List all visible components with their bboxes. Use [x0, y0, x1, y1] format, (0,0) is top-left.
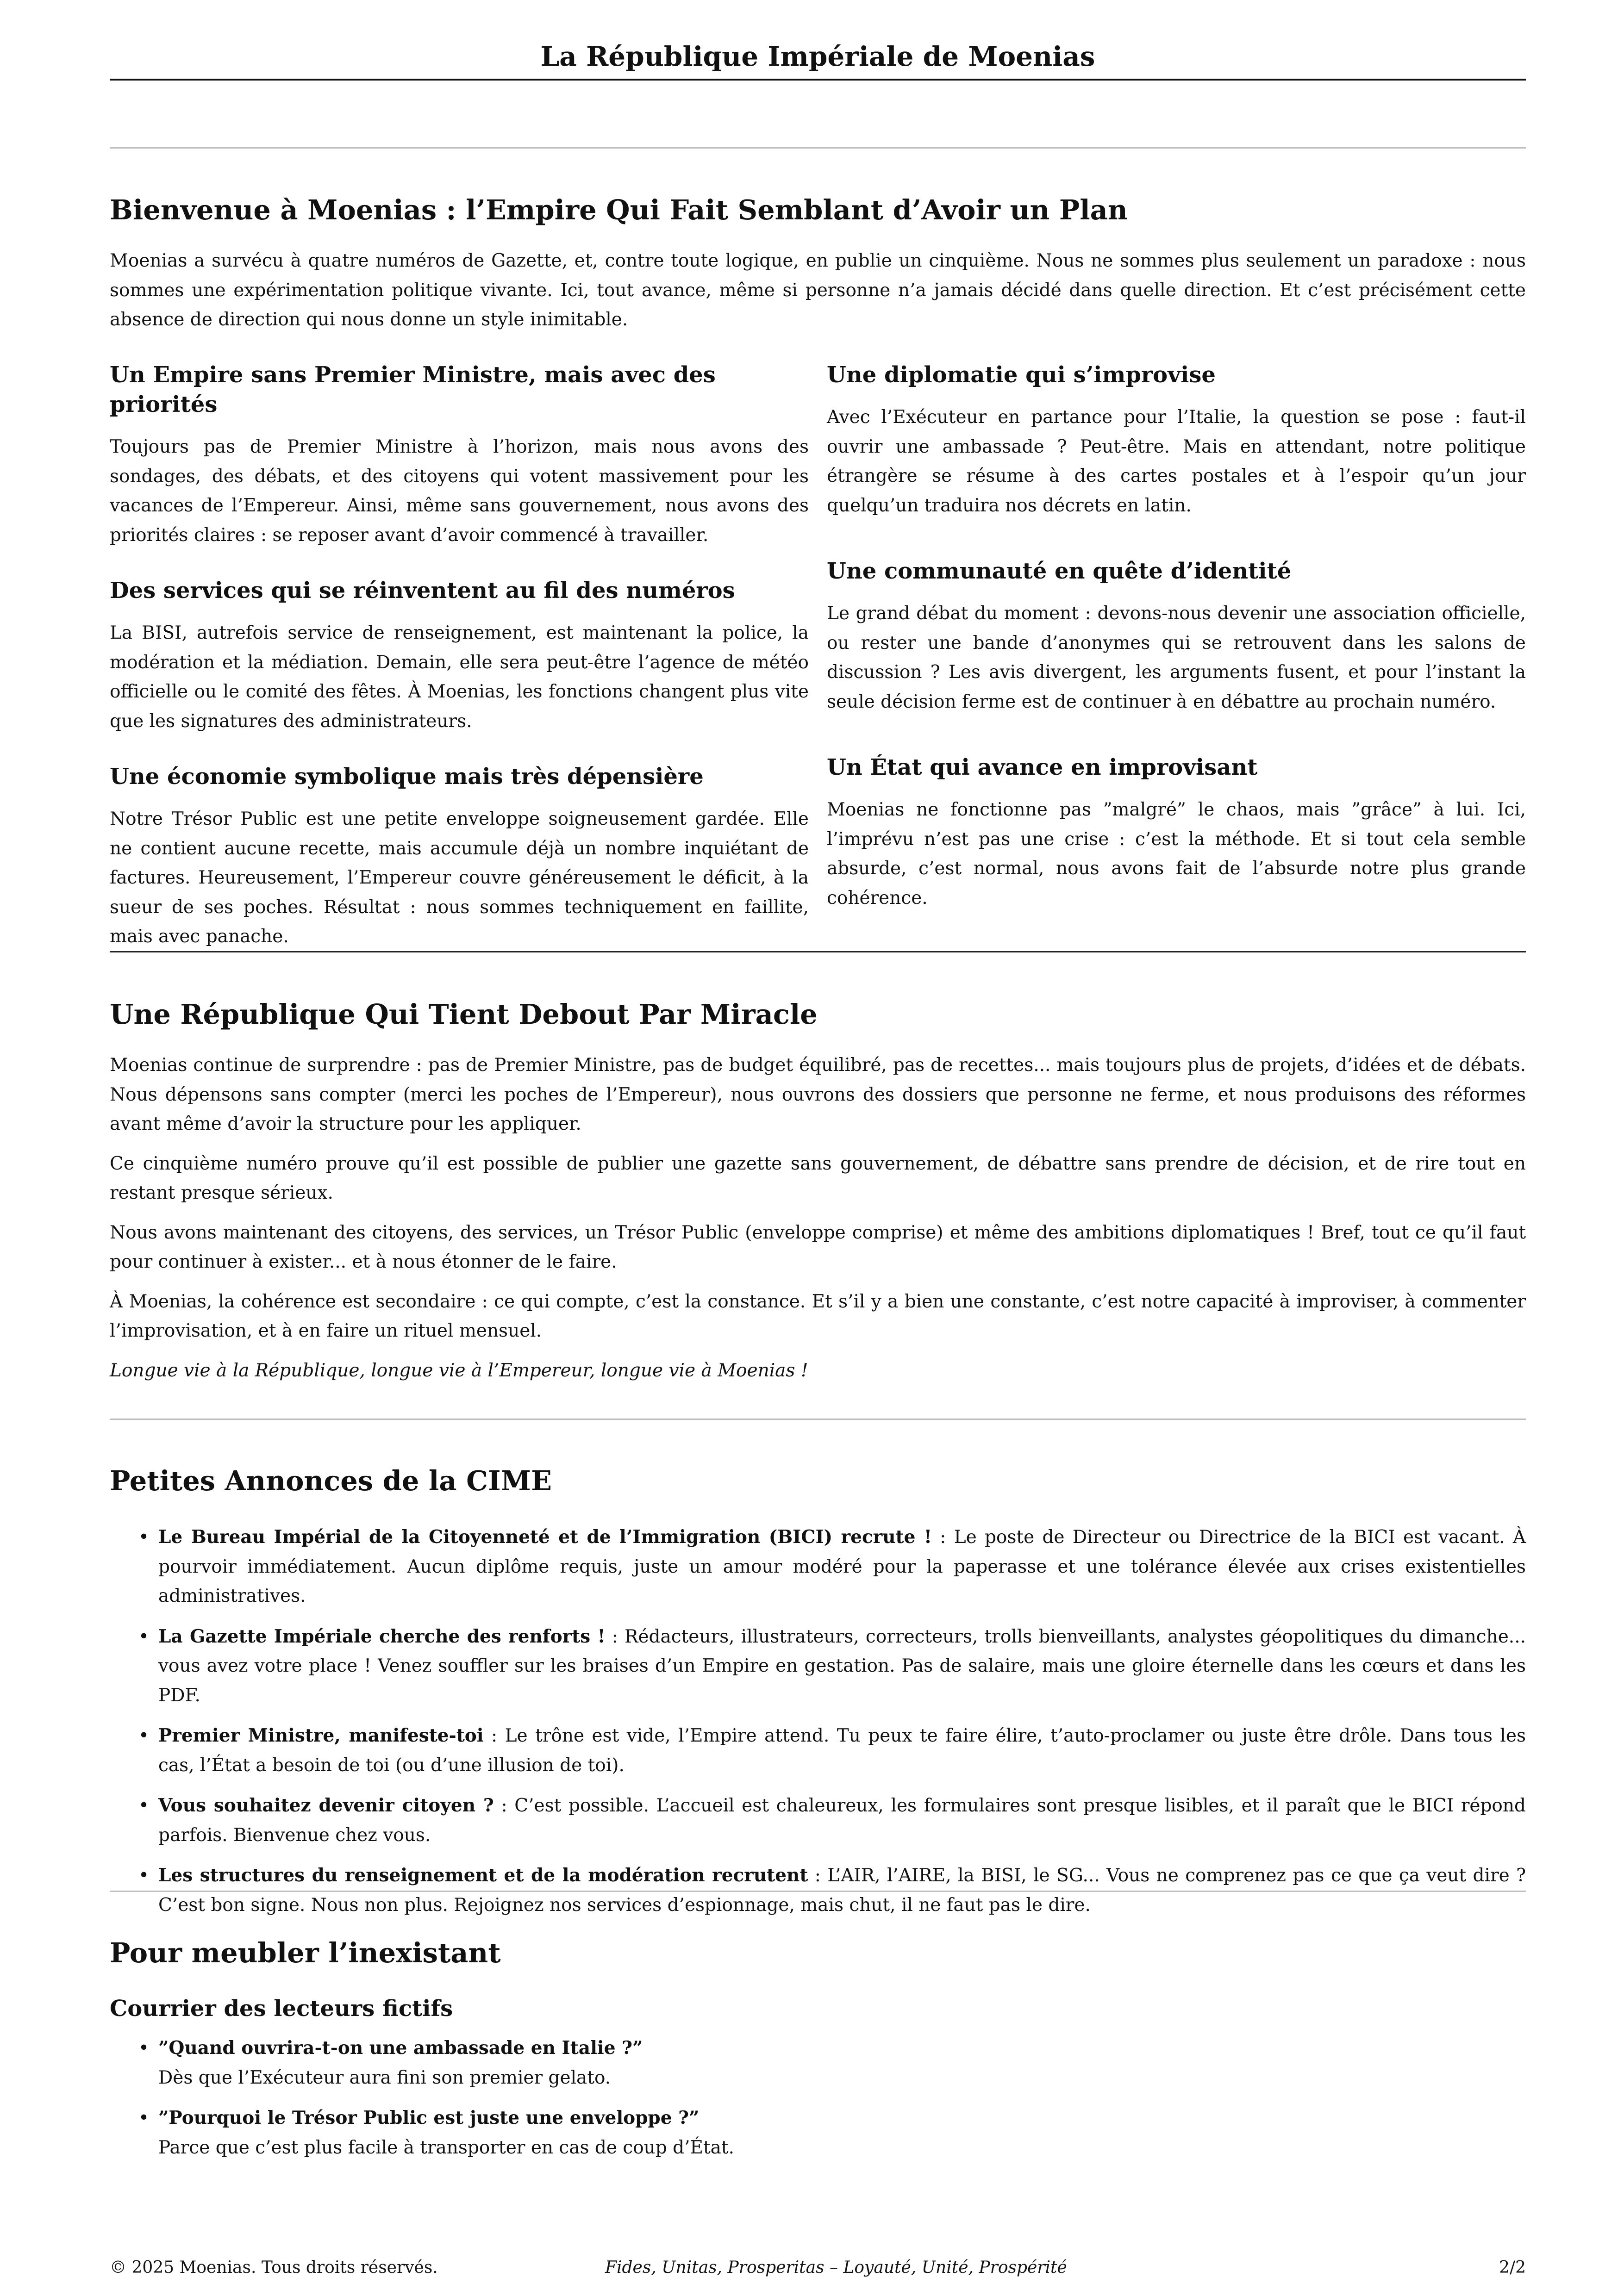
page-number: 2/2 — [1499, 2258, 1526, 2277]
article — [110, 360, 809, 550]
article — [827, 360, 1526, 520]
republic-closing: Longue vie à la République, longue vie à l’Empereur, longue vie à Moenias ! — [110, 1360, 808, 1381]
article — [827, 753, 1526, 913]
republic-paragraph: Nous avons maintenant des citoyens, des services, un Trésor Public (enveloppe comprise) et même des ambitions diplomatiques ! Bref, tout ce qu’il faut pour continuer à exister... et à nous étonner de le faire. — [110, 1222, 1526, 1272]
republic-paragraph: Ce cinquième numéro prouve qu’il est possible de publier une gazette sans gouvernement, de débattre sans prendre de décision, et de rire tout en restant presque sérieux. — [110, 1153, 1526, 1203]
article — [110, 762, 809, 952]
articles-right-column — [827, 360, 1526, 939]
annonces-title: Petites Annonces de la CIME — [110, 1465, 552, 1497]
section-divider — [110, 1891, 1526, 1892]
republic-paragraph: À Moenias, la cohérence est secondaire : ce qui compte, c’est la constance. Et s’il y a bien une constante, c’est notre capacité à improviser, à commenter l’improvisation, et à en faire un rituel mensuel. — [110, 1291, 1526, 1341]
letter-question: ”Quand ouvrira-t-on une ambassade en Italie ?” — [158, 2037, 643, 2059]
article-body: La BISI, autrefois service de renseignement, est maintenant la police, la modération et la médiation. Demain, elle sera peut-être l’agence de météo officielle ou le comité des fêtes. À Moenias, les fonctions changent plus vite que les signatures des administrateurs. — [110, 622, 809, 732]
article-body: Avec l’Exécuteur en partance pour l’Italie, la question se pose : faut-il ouvrir une ambassade ? Peut-être. Mais en attendant, notre politique étrangère se résume à des cartes postales et à l’espoir qu’un jour quelqu’un traduira nos décrets en latin. — [827, 407, 1526, 516]
republic-body — [110, 1051, 1526, 1395]
articles-left-column — [110, 360, 809, 977]
bullet-icon: • — [138, 1626, 150, 1647]
annonce-lead: La Gazette Impériale cherche des renforts ! — [158, 1625, 606, 1647]
republic-paragraph: Moenias continue de surprendre : pas de Premier Ministre, pas de budget équilibré, pas de recettes... mais toujours plus de projets, d’idées et de débats. Nous dépensons sans compter (merci les poches de l’Empereur), nous ouvrons des dossiers que personne ne ferme, et nous produisons des réformes avant même d’avoir la structure pour les appliquer. — [110, 1055, 1526, 1134]
annonce-lead: Les structures du renseignement et de la modération recrutent — [158, 1865, 808, 1886]
meubler-title: Pour meubler l’inexistant — [110, 1937, 501, 1969]
bullet-icon: • — [138, 1795, 150, 1816]
article-title: Des services qui se réinventent au fil des numéros — [110, 578, 735, 604]
intro-title: Bienvenue à Moenias : l’Empire Qui Fait Semblant d’Avoir un Plan — [110, 194, 1128, 226]
section-divider — [110, 951, 1526, 952]
letters-list — [110, 2034, 1526, 2162]
republic-title: Une République Qui Tient Debout Par Miracle — [110, 998, 818, 1030]
letter-question: ”Pourquoi le Trésor Public est juste une enveloppe ?” — [158, 2107, 700, 2128]
article-title: Une économie symbolique mais très dépensière — [110, 764, 704, 790]
bullet-icon: • — [138, 2038, 150, 2059]
article — [827, 556, 1526, 716]
letter-answer: Dès que l’Exécuteur aura fini son premier gelato. — [158, 2067, 611, 2088]
article-body: Le grand débat du moment : devons-nous devenir une association officielle, ou rester une bande d’anonymes qui se retrouvent dans les salons de discussion ? Les avis divergent, les arguments fusent, et pour l’instant la seule décision ferme est de continuer à en débattre au prochain numéro. — [827, 603, 1526, 712]
annonce-lead: Le Bureau Impérial de la Citoyenneté et de l’Immigration (BICI) recrute ! — [158, 1526, 932, 1548]
article-body: Moenias ne fonctionne pas ”malgré” le chaos, mais ”grâce” à lui. Ici, l’imprévu n’est pas une crise : c’est la méthode. Et si tout cela semble absurde, c’est normal, nous avons fait de l’absurde notre plus grande cohérence. — [827, 799, 1526, 908]
annonce-text: : Rédacteurs, illustrateurs, correcteurs, trolls bienveillants, analystes géopolitiques du dimanche... vous avez votre place ! Venez souffler sur les braises d’un Empire en gestation. Pas de salaire, mais une gloire éternelle dans les cœurs et dans les PDF. — [158, 1626, 1526, 1706]
annonce-text: : L’AIR, l’AIRE, la BISI, le SG... Vous ne comprenez pas ce que ça veut dire ? C’est bon signe. Nous non plus. Rejoignez nos services d’espionnage, mais chut, il ne faut pas le dire. — [158, 1865, 1526, 1916]
annonce-item — [110, 1523, 1526, 1611]
annonce-item — [110, 1721, 1526, 1780]
letter-item — [110, 2034, 1526, 2092]
annonce-lead: Vous souhaitez devenir citoyen ? — [158, 1795, 494, 1816]
section-divider — [110, 1419, 1526, 1420]
header-rule — [110, 79, 1526, 81]
footer-motto: Fides, Unitas, Prosperitas – Loyauté, Unité, Prospérité — [605, 2258, 1067, 2277]
article — [110, 576, 809, 736]
article-title: Une diplomatie qui s’improvise — [827, 362, 1216, 388]
letter-answer: Parce que c’est plus facile à transporter en cas de coup d’État. — [158, 2137, 734, 2158]
annonce-item — [110, 1622, 1526, 1711]
article-body: Notre Trésor Public est une petite enveloppe soigneusement gardée. Elle ne contient aucune recette, mais accumule déjà un nombre inquiétant de factures. Heureusement, l’Empereur couvre généreusement le déficit, à la sueur de ses poches. Résultat : nous sommes techniquement en faillite, mais avec panache. — [110, 809, 809, 947]
annonce-text: : Le poste de Directeur ou Directrice de la BICI est vacant. À pourvoir immédiatement. Aucun diplôme requis, juste un amour modéré pour la paperasse et une tolérance élevée aux crises existentielles administratives. — [158, 1527, 1526, 1606]
document-page — [110, 0, 1526, 2296]
article-title: Une communauté en quête d’identité — [827, 558, 1292, 584]
bullet-icon: • — [138, 1725, 150, 1746]
annonce-lead: Premier Ministre, manifeste-toi — [158, 1725, 484, 1746]
bullet-icon: • — [138, 1865, 150, 1886]
annonce-item — [110, 1791, 1526, 1850]
annonce-text: : C’est possible. L’accueil est chaleureux, les formulaires sont presque lisibles, et il paraît que le BICI répond parfois. Bienvenue chez vous. — [158, 1795, 1526, 1846]
bullet-icon: • — [138, 1527, 150, 1548]
running-header-title: La République Impériale de Moenias — [540, 41, 1095, 72]
footer-copyright: © 2025 Moenias. Tous droits réservés. — [110, 2258, 438, 2277]
article-title: Un État qui avance en improvisant — [827, 754, 1258, 780]
article-title: Un Empire sans Premier Ministre, mais avec des priorités — [110, 362, 716, 417]
intro-body: Moenias a survécu à quatre numéros de Gazette, et, contre toute logique, en publie un cinquième. Nous ne sommes plus seulement un paradoxe : nous sommes une expérimentation politique vivante. Ici, tout avance, même si personne n’a jamais décidé dans quelle direction. Et c’est précisément cette absence de direction qui nous donne un style inimitable. — [110, 250, 1526, 330]
section-divider — [110, 147, 1526, 149]
annonces-list — [110, 1523, 1526, 1920]
annonce-text: : Le trône est vide, l’Empire attend. Tu peux te faire élire, t’auto-proclamer ou juste être drôle. Dans tous les cas, l’État a besoin de toi (ou d’une illusion de toi). — [158, 1725, 1526, 1776]
meubler-subtitle: Courrier des lecteurs fictifs — [110, 1996, 453, 2022]
letter-item — [110, 2103, 1526, 2162]
bullet-icon: • — [138, 2108, 150, 2128]
article-body: Toujours pas de Premier Ministre à l’horizon, mais nous avons des sondages, des débats, et des citoyens qui votent massivement pour les vacances de l’Empereur. Ainsi, même sans gouvernement, nous avons des priorités claires : se reposer avant d’avoir commencé à travailler. — [110, 436, 809, 546]
